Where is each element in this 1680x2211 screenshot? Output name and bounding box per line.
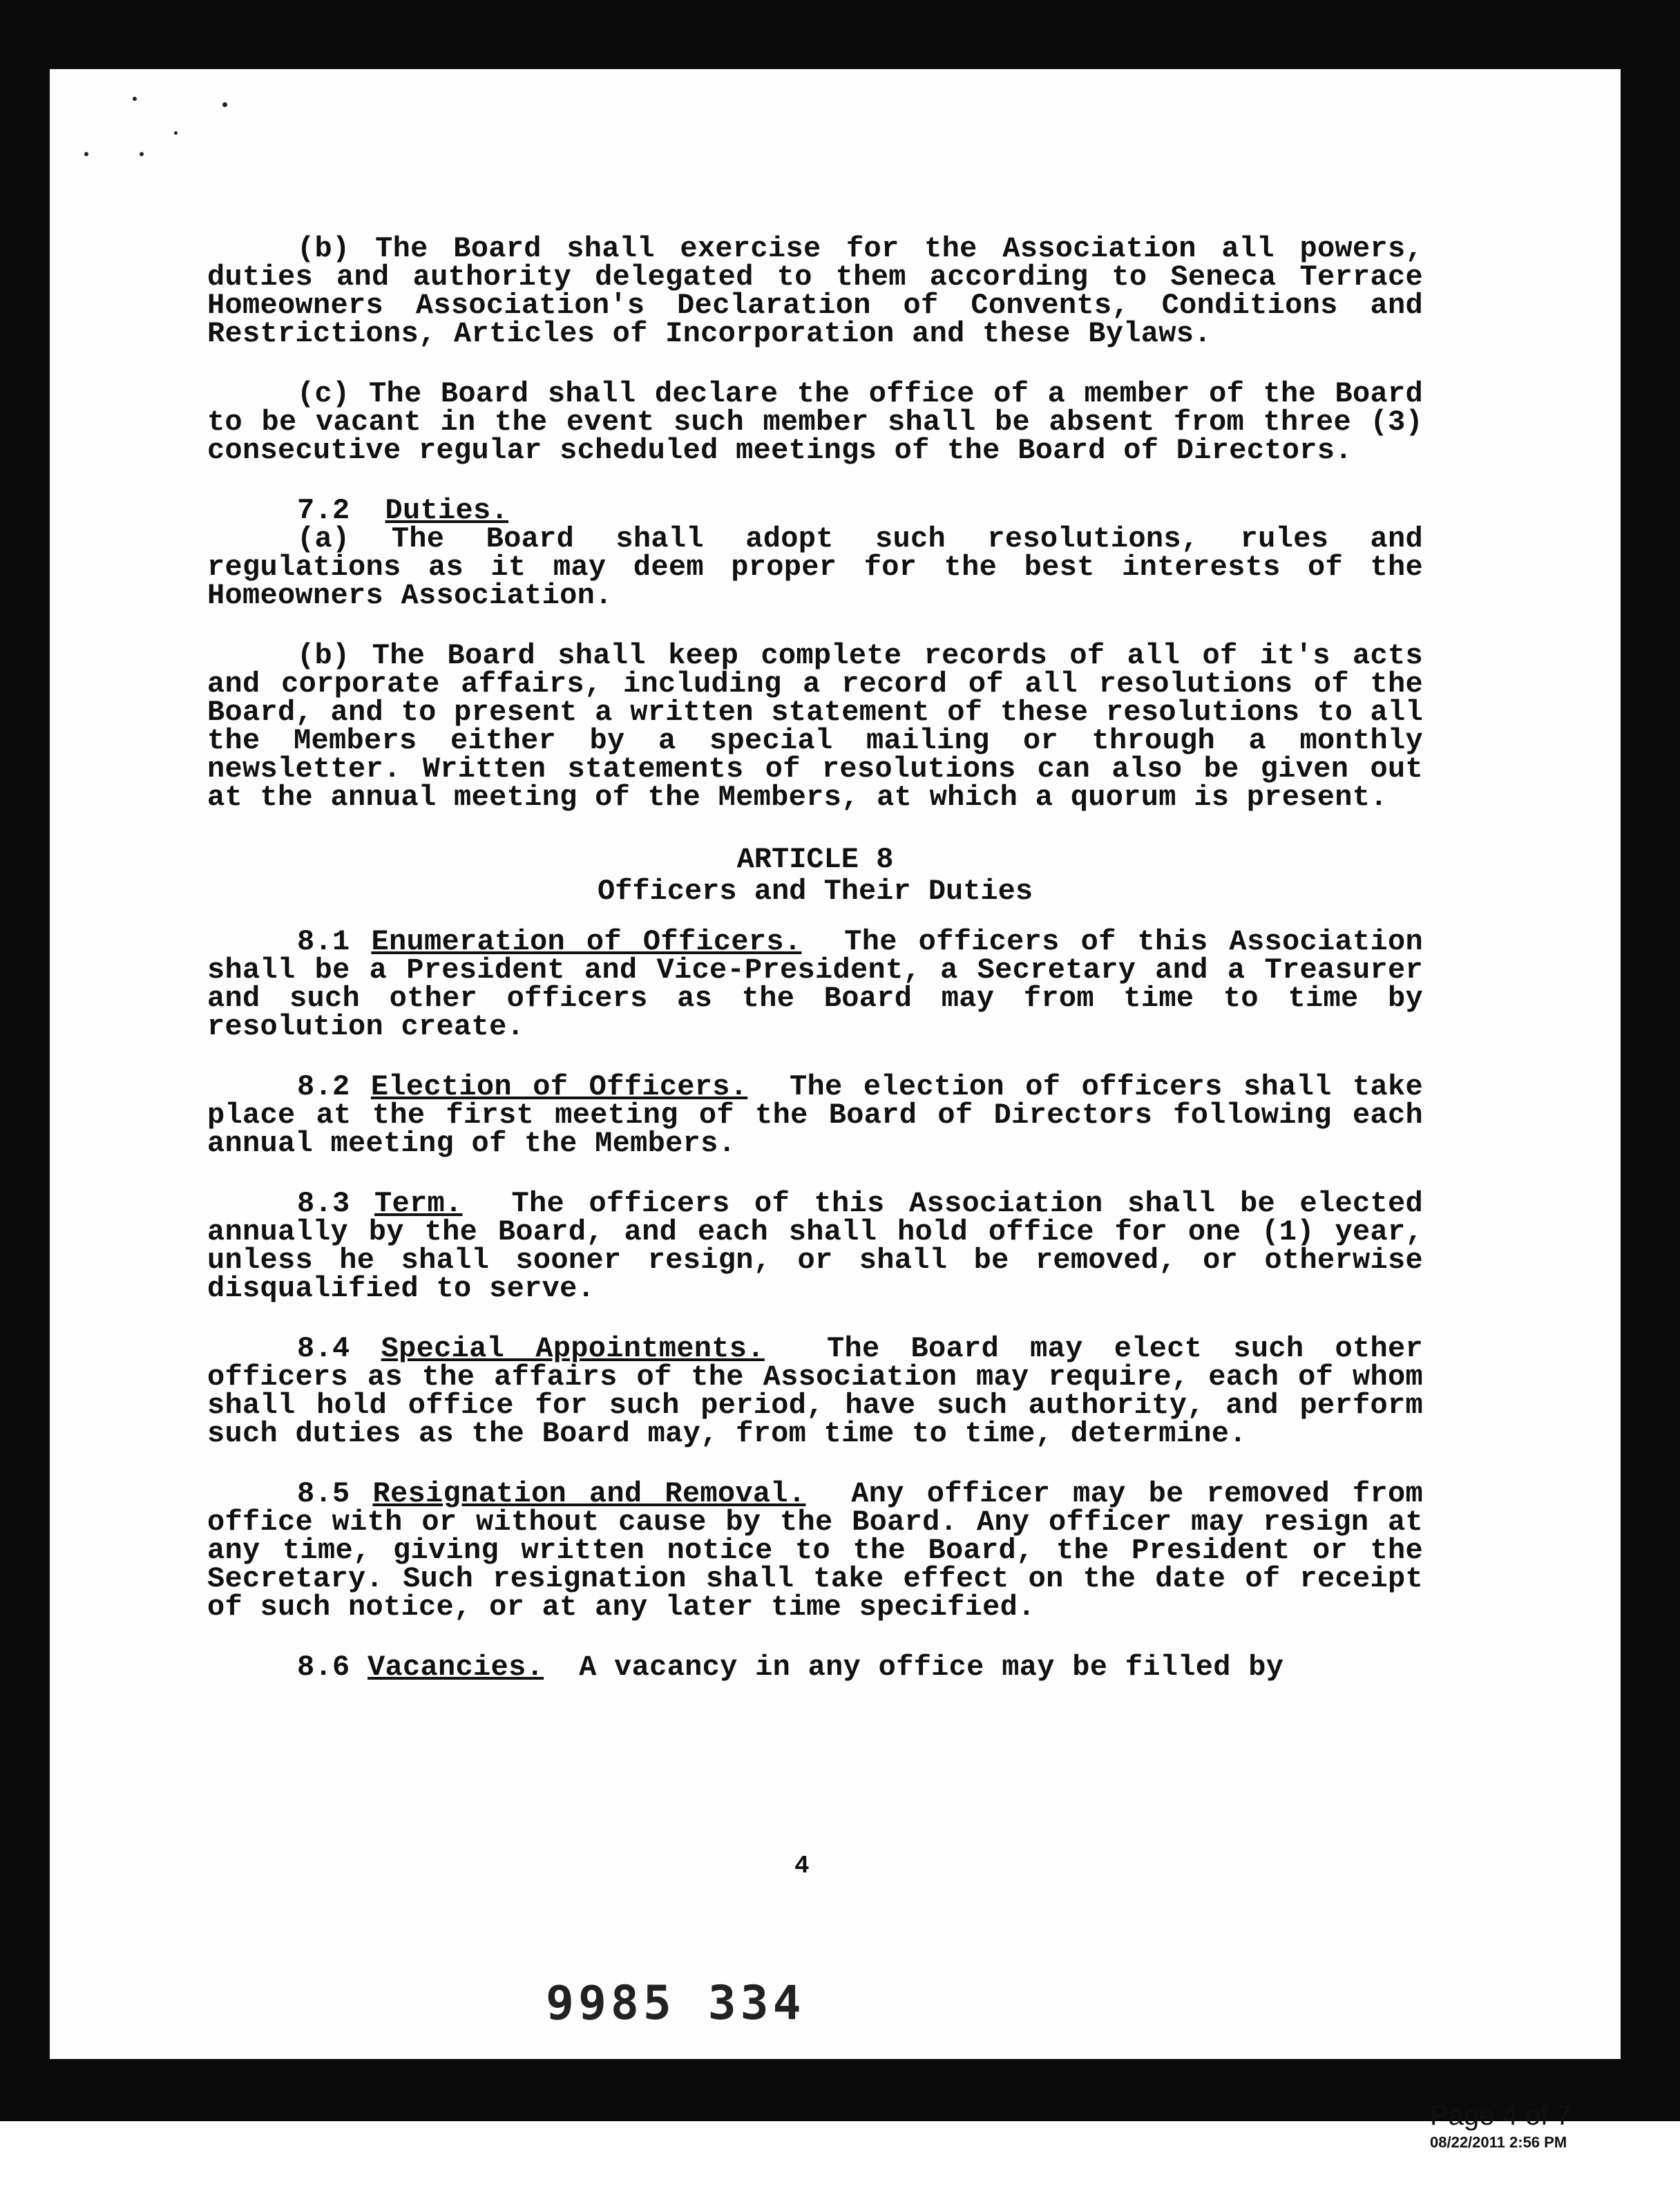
article-subtitle: Officers and Their Duties: [597, 875, 1033, 908]
paragraph-b-powers: (b) The Board shall exercise for the Association all powers, duties and authority delegated to them according to Seneca Terrace Homeowners Association's Declaration of Convents, Conditions and Restrictions, Articles of Incorporation and these Bylaws.: [207, 232, 1423, 350]
article-title: ARTICLE 8: [736, 843, 894, 876]
scan-border-bottom: [0, 2059, 1680, 2121]
paragraph-c-vacancy: (c) The Board shall declare the office of a member of the Board to be vacant in the event such member shall be absent from three (3) consecutive regular scheduled meetings of the Board of Directors.: [207, 377, 1423, 467]
section-8-1: 8.1 Enumeration of Officers. The officers of this Association shall be a President and Vice-President, a Secretary and a Treasurer and such other officers as the Board may from time to time by resolution create.: [207, 925, 1423, 1043]
section-8-5: 8.5 Resignation and Removal. Any officer may be removed from office with or without cause by the Board. Any officer may resign at any time, giving written notice to the Board, the President or the Secretary. Such resignation shall take effect on the date of receipt of such notice, or at any later time specified.: [207, 1477, 1423, 1624]
section-8-3: 8.3 Term. The officers of this Association shall be elected annually by the Board, and each shall hold office for one (1) year, unless he shall sooner resign, or shall be removed, or otherwise disqualified to serve.: [207, 1187, 1423, 1305]
section-8-6: 8.6 Vacancies. A vacancy in any office may be filled by: [297, 1651, 1284, 1684]
section-7-2-a: (a) The Board shall adopt such resolutions, rules and regulations as it may deem proper for the best interests of the Homeowners Association.: [207, 522, 1423, 612]
article-heading: [207, 844, 1423, 907]
section-7-2-heading: 7.2 Duties.: [297, 494, 509, 527]
scan-speck: [222, 102, 227, 107]
print-timestamp: 08/22/2011 2:56 PM: [1430, 2134, 1567, 2151]
scan-speck: [84, 152, 88, 156]
section-7-2-title: Duties.: [385, 494, 509, 527]
scan-border-top: [0, 0, 1680, 76]
section-8-2: 8.2 Election of Officers. The election of officers shall take place at the first meeting of the Board of Directors following each annual meeting of the Members.: [207, 1070, 1423, 1160]
page-number: 4: [794, 1852, 810, 1880]
scan-speck: [133, 97, 137, 101]
recording-number: 9985 334: [546, 1976, 805, 2031]
section-8-4: 8.4 Special Appointments. The Board may elect such other officers as the affairs of the Association may require, each of whom shall hold office for such period, have such authority, and perform such duties as the Board may, from time to time, determine.: [207, 1332, 1423, 1450]
page-of-indicator: Page 4 of 7: [1430, 2100, 1572, 2131]
scan-speck: [140, 152, 144, 156]
scan-speck: [174, 131, 178, 135]
scan-border-right: [1621, 0, 1680, 2121]
section-7-2-b: (b) The Board shall keep complete records of all of it's acts and corporate affairs, including a record of all resolutions of the Board, and to present a written statement of these resolutions to all the Members either by a special mailing or through a monthly newsletter. Written statements of resolutions can also be given out at the annual meeting of the Members, at which a quorum is present.: [207, 639, 1423, 814]
document-body: [207, 232, 1423, 1714]
scan-border-left: [0, 0, 50, 2121]
